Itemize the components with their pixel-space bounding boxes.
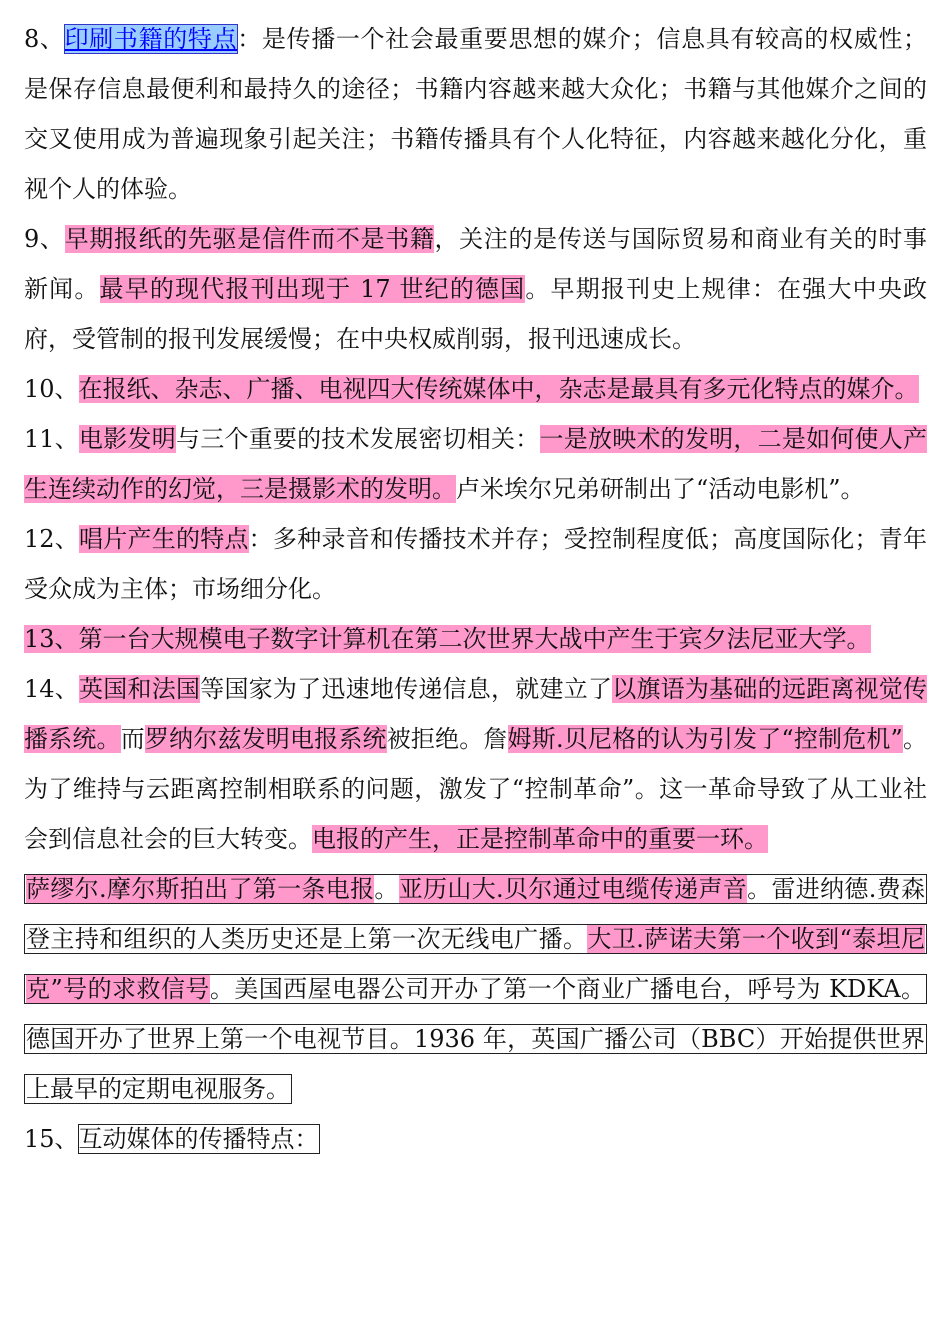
boxed-passage (24, 874, 927, 1104)
text-segment: ：多种录音和传播技术并存；受控制程度低；高度国际化；青年受众成为主体；市场细分化。 (24, 525, 928, 603)
highlighted-text: 互动媒体的传播特点： (78, 1125, 319, 1153)
paragraph-p9 (24, 214, 927, 364)
text-segment: 9、 (24, 225, 65, 253)
paragraph-p10 (24, 364, 927, 414)
paragraph-p13 (24, 614, 927, 664)
text-segment: 。雷进纳德.费森登主持和组织的人类历史还是上第一次无线电广播。 (26, 875, 925, 953)
highlighted-text: 以旗语为基础的远距离视觉传播系统。 (24, 675, 928, 753)
paragraph-p14b (24, 864, 927, 1114)
highlighted-text: 在报纸、杂志、广播、电视四大传统媒体中，杂志是最具有多元化特点的媒介。 (78, 375, 919, 403)
text-segment: 14、 (24, 675, 80, 703)
paragraph-p11 (24, 414, 927, 514)
highlighted-text: 大卫.萨诺夫第一个收到“泰坦尼克”号的求救信号 (26, 925, 925, 1003)
paragraph-p14 (24, 664, 927, 864)
highlighted-text: 电影发明 (79, 425, 176, 453)
text-segment: 。美国西屋电器公司开办了第一个商业广播电台，呼号为 KDKA。德国开办了世界上第一个电视节目。1936 年，英国广播公司（BBC）开始提供世界上最早的定期电视服务。 (26, 975, 925, 1103)
text-segment: 10、 (24, 375, 79, 403)
text-segment: 。 (374, 875, 399, 903)
highlighted-text: 最早的现代报刊出现于 17 世纪的德国 (99, 275, 526, 303)
highlighted-text: 13、第一台大规模电子数字计算机在第二次世界大战中产生于宾夕法尼亚大学。 (24, 625, 871, 653)
text-segment: 12、 (24, 525, 80, 553)
text-segment: 8、 (24, 25, 65, 53)
paragraph-p12 (24, 514, 927, 614)
text-segment: 等国家为了迅速地传递信息，就建立了 (200, 675, 613, 703)
text-segment: ，关注的是传送与国际贸易和商业有关的时事新闻。 (24, 225, 928, 303)
document-body (24, 14, 927, 1164)
highlighted-text: 一是放映术的发明，二是如何使人产生连续动作的幻觉，三是摄影术的发明。 (24, 425, 928, 503)
highlighted-text: 唱片产生的特点 (79, 525, 249, 553)
text-segment: 15、 (24, 1125, 79, 1153)
highlighted-text: 电报的产生，正是控制革命中的重要一环。 (312, 825, 768, 853)
highlighted-text: 姆斯.贝尼格的认为引发了“控制危机” (507, 725, 903, 753)
text-segment: 被拒绝。詹 (386, 725, 508, 753)
highlighted-text: 萨缪尔.摩尔斯拍出了第一条电报 (26, 875, 375, 903)
text-segment: 与三个重要的技术发展密切相关： (175, 425, 540, 453)
text-segment: 。早期报刊史上规律：在强大中央政府，受管制的报刊发展缓慢；在中央权威削弱，报刊迅速成长。 (24, 275, 928, 353)
text-segment: ：是传播一个社会最重要思想的媒介；信息具有较高的权威性；是保存信息最便利和最持久的途径；书籍内容越来越大众化；书籍与其他媒介之间的交叉使用成为普遍现象引起关注；书籍传播具有个人化特征，内容越来越化分化，重视个人的体验。 (24, 25, 928, 203)
highlighted-text[interactable]: 印刷书籍的特点 (64, 25, 238, 53)
highlighted-text: 英国和法国 (79, 675, 201, 703)
highlighted-text: 亚历山大.贝尔通过电缆传递声音 (398, 875, 748, 903)
paragraph-p15 (24, 1114, 927, 1164)
text-segment: 卢米埃尔兄弟研制出了“活动电影机”。 (456, 475, 865, 503)
text-segment: 11、 (24, 425, 80, 453)
text-segment: 而 (120, 725, 145, 753)
paragraph-p8 (24, 14, 927, 214)
text-segment: 。为了维持与云距离控制相联系的问题，激发了“控制革命”。这一革命导致了从工业社会到信息社会的巨大转变。 (24, 725, 928, 853)
highlighted-text: 早期报纸的先驱是信件而不是书籍 (64, 225, 435, 253)
highlighted-text: 罗纳尔兹发明电报系统 (144, 725, 387, 753)
